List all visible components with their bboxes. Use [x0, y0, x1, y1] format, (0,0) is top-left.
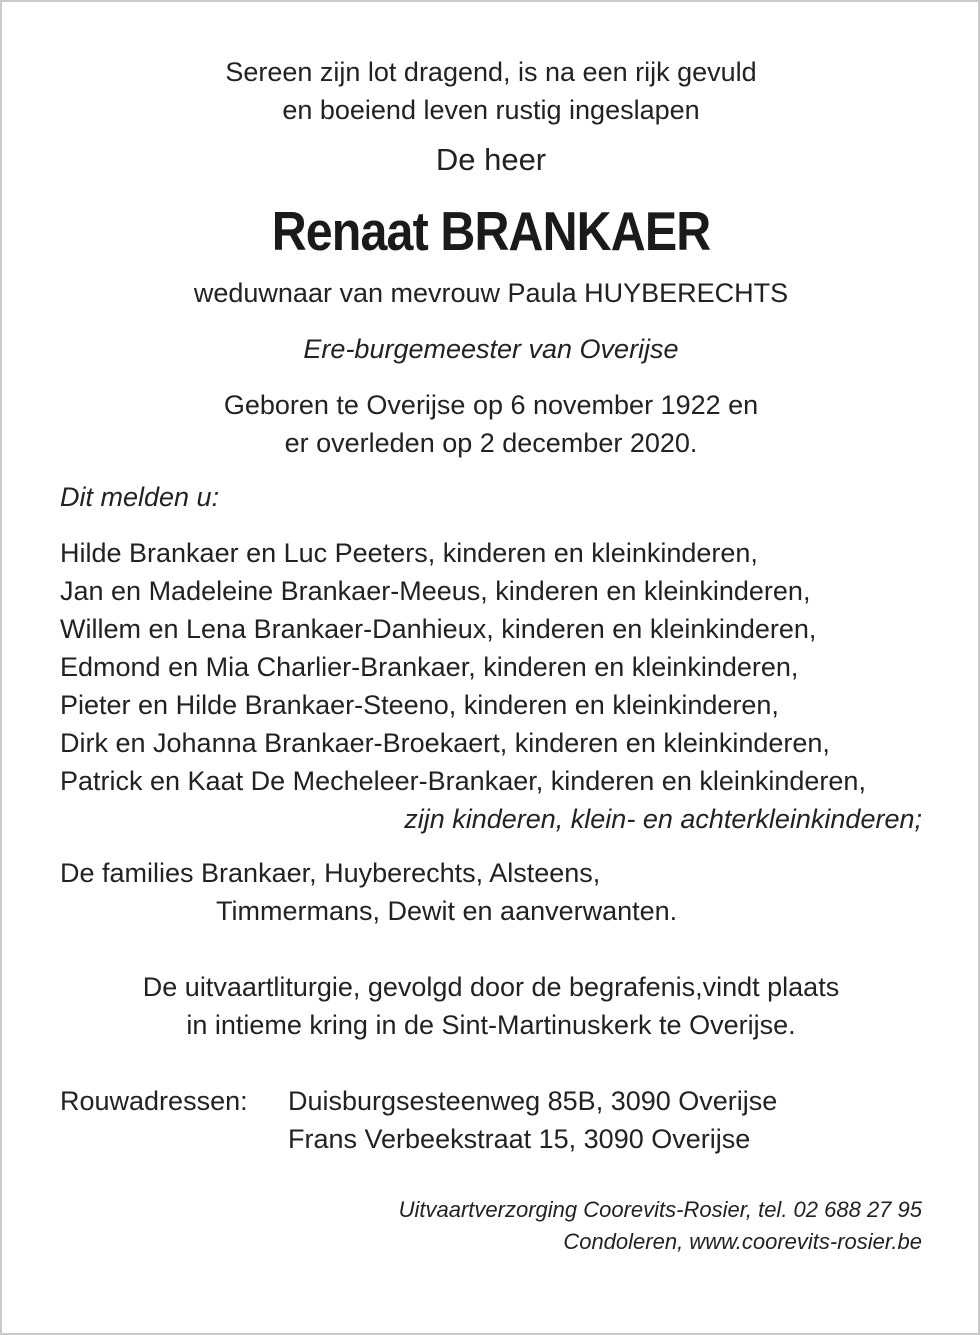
families-line-2: Timmermans, Dewit en aanverwanten. — [216, 896, 678, 926]
dates-line-2: er overleden op 2 december 2020. — [284, 428, 698, 458]
relative-line: Edmond en Mia Charlier-Brankaer, kinderen en kleinkinderen, — [60, 652, 799, 682]
mourning-addresses — [60, 1082, 922, 1158]
relative-line: Jan en Madeleine Brankaer-Meeus, kinderen en kleinkinderen, — [60, 576, 811, 606]
funeral-info — [60, 968, 922, 1044]
undertaker-contact: Uitvaartverzorging Coorevits-Rosier, tel. 02 688 27 95 — [398, 1197, 922, 1222]
families-line-1: De families Brankaer, Huyberechts, Alsteens, — [60, 858, 601, 888]
footer — [60, 1194, 922, 1258]
relative-line: Dirk en Johanna Brankaer-Broekaert, kinderen en kleinkinderen, — [60, 728, 830, 758]
relative-line: Pieter en Hilde Brankaer-Steeno, kinderen en kleinkinderen, — [60, 690, 779, 720]
relatives-summary: zijn kinderen, klein- en achterkleinkinderen; — [404, 804, 922, 834]
address-line: Duisburgsesteenweg 85B, 3090 Overijse — [288, 1086, 778, 1116]
funeral-line-2: in intieme kring in de Sint-Martinuskerk te Overijse. — [186, 1010, 796, 1040]
families — [60, 854, 922, 930]
addresses-list — [288, 1082, 922, 1158]
announcement: Dit melden u: — [60, 482, 220, 512]
honorary-title: Ere-burgemeester van Overijse — [303, 334, 679, 364]
widower-of: weduwnaar van mevrouw Paula HUYBERECHTS — [193, 278, 789, 308]
deceased-name: Renaat BRANKAER — [271, 200, 711, 262]
birth-death-dates — [60, 386, 922, 462]
address-line: Frans Verbeekstraat 15, 3090 Overijse — [288, 1124, 751, 1154]
relative-line: Hilde Brankaer en Luc Peeters, kinderen en kleinkinderen, — [60, 538, 758, 568]
relative-line: Patrick en Kaat De Mecheleer-Brankaer, kinderen en kleinkinderen, — [60, 766, 866, 796]
addresses-label: Rouwadressen: — [60, 1086, 248, 1116]
dates-line-1: Geboren te Overijse op 6 november 1922 en — [223, 390, 759, 420]
intro-line-2: en boeiend leven rustig ingeslapen — [282, 95, 700, 125]
intro-line-1: Sereen zijn lot dragend, is na een rijk gevuld — [225, 57, 757, 87]
obituary-notice — [60, 53, 922, 1258]
condolences-website: Condoleren, www.coorevits-rosier.be — [563, 1229, 922, 1254]
relatives-list — [60, 534, 922, 838]
funeral-line-1: De uitvaartliturgie, gevolgd door de begrafenis,vindt plaats — [142, 972, 840, 1002]
salutation: De heer — [435, 142, 547, 177]
relative-line: Willem en Lena Brankaer-Danhieux, kinderen en kleinkinderen, — [60, 614, 817, 644]
intro-text — [60, 53, 922, 129]
